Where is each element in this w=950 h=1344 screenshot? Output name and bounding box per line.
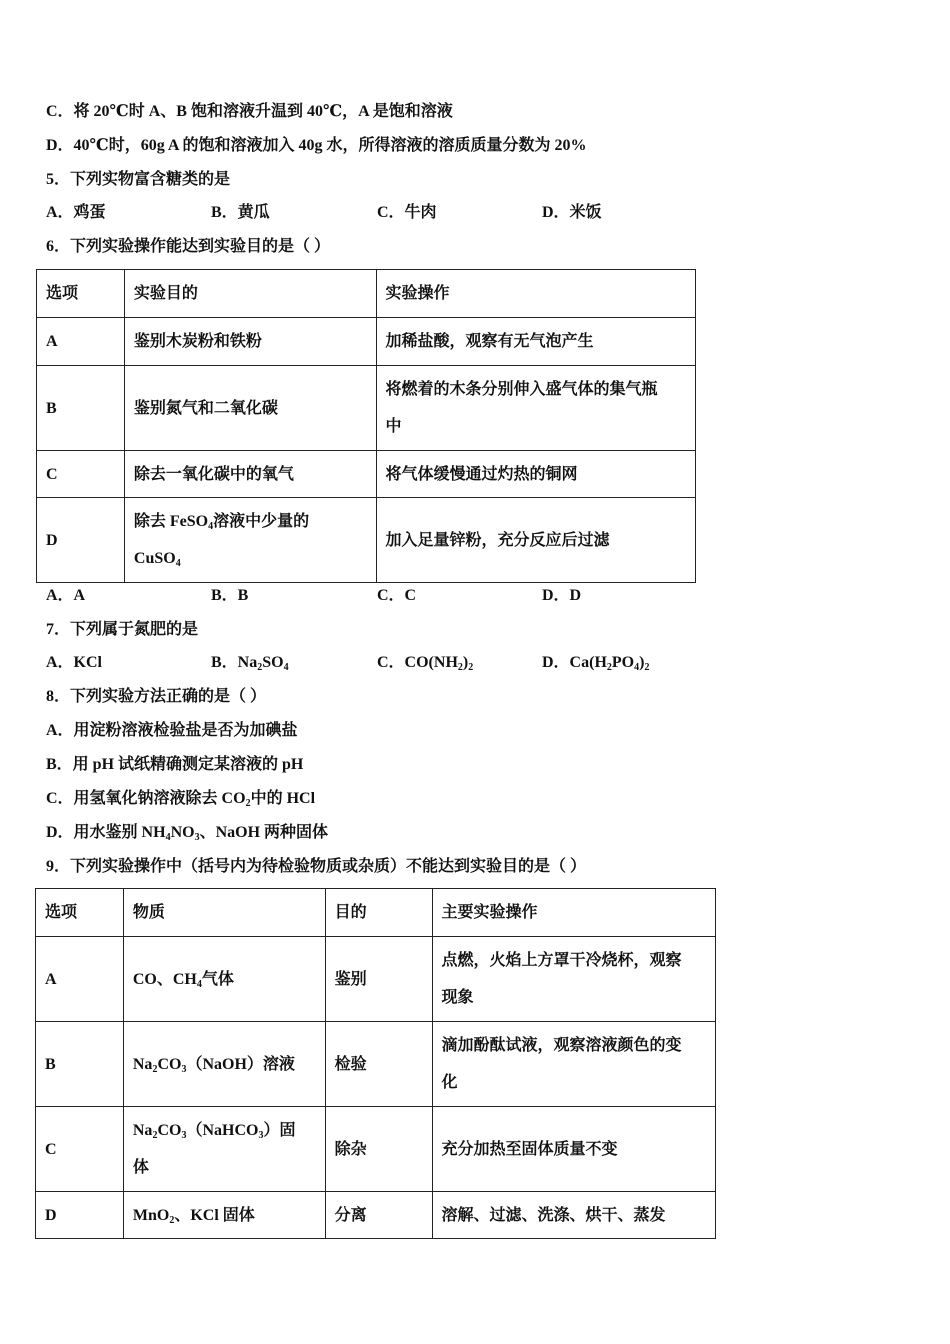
- text: 点燃，火焰上方罩干冷烧杯，观察: [441, 952, 682, 969]
- header-operation: 主要实验操作: [432, 889, 716, 937]
- operation-line2: 中: [385, 418, 402, 435]
- header-option: 选项: [37, 270, 125, 318]
- subscript: 2: [169, 1214, 175, 1226]
- table-row: [37, 498, 696, 583]
- subscript: 4: [175, 558, 181, 569]
- row-purpose: 除去一氧化碳中的氧气: [124, 451, 376, 498]
- row-option: D: [37, 498, 125, 583]
- subscript: 4: [208, 521, 214, 532]
- subscript: 4: [165, 832, 171, 843]
- row-option: B: [36, 1022, 124, 1107]
- row-substance: [123, 937, 325, 1022]
- row-option: C: [37, 451, 125, 498]
- row-substance: [123, 1022, 325, 1107]
- row-option: D: [36, 1192, 124, 1239]
- subscript: 4: [196, 978, 202, 990]
- row-operation: 溶解、过滤、洗涤、烘干、蒸发: [432, 1192, 716, 1239]
- text: ): [639, 654, 645, 671]
- subscript: 3: [181, 1130, 187, 1141]
- text: 溶液中少量的: [213, 513, 310, 530]
- row-operation: 将气体缓慢通过灼热的铜网: [376, 451, 695, 498]
- q7-option-b: [211, 653, 289, 673]
- row-substance: [123, 1107, 325, 1192]
- table-row: [37, 366, 696, 451]
- row-option: A: [36, 937, 124, 1022]
- text: B．Na: [211, 654, 258, 671]
- q5-option-c: C．牛肉: [377, 204, 437, 221]
- q7-option-a: A．KCl: [46, 654, 103, 671]
- table-header-row: [37, 270, 696, 318]
- q6-answer-c: C．C: [377, 587, 417, 604]
- row-goal: 分离: [325, 1192, 432, 1239]
- q5-option-a: A．鸡蛋: [46, 204, 106, 221]
- header-operation: 实验操作: [376, 270, 695, 318]
- text: 中的 HCl: [250, 790, 316, 807]
- row-option: C: [36, 1107, 124, 1192]
- row-operation: 加入足量锌粉，充分反应后过滤: [376, 498, 695, 583]
- text: CO: [157, 1055, 182, 1073]
- table-row: [36, 1107, 716, 1192]
- text: NO: [170, 824, 195, 841]
- row-purpose: [124, 498, 376, 583]
- row-option: B: [37, 366, 125, 451]
- text: C．用氢氧化钠溶液除去 CO: [46, 790, 246, 807]
- text: （NaOH）溶液: [186, 1055, 295, 1073]
- table-row: [36, 1192, 716, 1239]
- text: 现象: [441, 989, 474, 1006]
- header-option: 选项: [36, 889, 124, 937]
- q6-stem: 6．下列实验操作能达到实验目的是（ ）: [46, 238, 331, 255]
- q6-table: [36, 269, 696, 583]
- q9-stem: 9．下列实验操作中（括号内为待检验物质或杂质）不能达到实验目的是（ ）: [46, 858, 587, 875]
- text: SO: [262, 654, 284, 671]
- q8-option-c: [46, 789, 315, 809]
- text: （NaHCO: [186, 1122, 259, 1139]
- text: CO、CH: [132, 970, 197, 988]
- subscript: 2: [152, 1130, 158, 1141]
- row-purpose: 鉴别木炭粉和铁粉: [124, 318, 376, 366]
- row-substance: [123, 1192, 325, 1239]
- text: Na: [132, 1122, 153, 1139]
- text: 化: [441, 1074, 458, 1091]
- row-operation: [432, 937, 716, 1022]
- row-goal: 鉴别: [325, 937, 432, 1022]
- subscript: 2: [457, 662, 463, 673]
- text: CuSO: [133, 550, 176, 567]
- subscript: 3: [181, 1063, 187, 1075]
- subscript: 2: [257, 662, 263, 673]
- q8-option-a: A．用淀粉溶液检验盐是否为加碘盐: [46, 722, 298, 739]
- text: 、KCl 固体: [174, 1206, 255, 1224]
- row-operation: 加稀盐酸，观察有无气泡产生: [376, 318, 695, 366]
- header-goal: 目的: [325, 889, 432, 937]
- q5-option-b: B．黄瓜: [211, 204, 270, 221]
- text: ): [462, 654, 469, 671]
- row-operation: 充分加热至固体质量不变: [432, 1107, 716, 1192]
- subscript: 2: [245, 798, 251, 809]
- text: Na: [132, 1055, 153, 1073]
- q9-table: [35, 888, 716, 1239]
- text: 除去 FeSO: [133, 513, 209, 530]
- table-row: [37, 451, 696, 498]
- text: D．用水鉴别 NH: [46, 824, 166, 841]
- q8-stem: 8．下列实验方法正确的是（ ）: [46, 688, 267, 705]
- subscript: 3: [258, 1130, 264, 1141]
- q6-answer-a: A．A: [46, 587, 86, 604]
- text: PO: [611, 654, 635, 671]
- subscript: 2: [152, 1063, 158, 1075]
- subscript: 3: [194, 832, 200, 843]
- table-row: [36, 937, 716, 1022]
- q8-option-d: [46, 823, 328, 843]
- text: MnO: [132, 1206, 170, 1224]
- text: CO: [157, 1122, 182, 1139]
- subscript: 2: [606, 662, 612, 673]
- q4-option-d: D．40℃时，60g A 的饱和溶液加入 40g 水，所得溶液的溶质质量分数为 20%: [46, 137, 587, 154]
- text: D．Ca(H: [542, 654, 607, 671]
- text: C．CO(NH: [377, 654, 458, 671]
- subscript: 4: [283, 662, 289, 673]
- subscript: 2: [468, 662, 474, 673]
- table-row: [36, 1022, 716, 1107]
- q5-stem: 5．下列实物富含糖类的是: [46, 171, 231, 188]
- table-row: [37, 318, 696, 366]
- row-purpose: 鉴别氮气和二氧化碳: [124, 366, 376, 451]
- q7-option-d: [542, 653, 649, 673]
- q4-option-c: C．将 20℃时 A、B 饱和溶液升温到 40℃，A 是饱和溶液: [46, 103, 453, 120]
- operation-line1: 将燃着的木条分别伸入盛气体的集气瓶: [385, 381, 658, 398]
- q8-option-b: B．用 pH 试纸精确测定某溶液的 pH: [46, 756, 304, 773]
- row-goal: 检验: [325, 1022, 432, 1107]
- header-substance: 物质: [123, 889, 325, 937]
- text: 体: [132, 1159, 149, 1176]
- q5-option-d: D．米饭: [542, 204, 602, 221]
- q6-answer-b: B．B: [211, 587, 249, 604]
- text: 滴加酚酞试液，观察溶液颜色的变: [441, 1037, 682, 1054]
- row-operation: [432, 1022, 716, 1107]
- text: 气体: [201, 970, 234, 988]
- subscript: 2: [644, 662, 650, 673]
- row-operation: [376, 366, 695, 451]
- row-option: A: [37, 318, 125, 366]
- header-purpose: 实验目的: [124, 270, 376, 318]
- q7-option-c: [377, 653, 473, 673]
- q7-stem: 7．下列属于氮肥的是: [46, 621, 199, 638]
- q6-answer-d: D．D: [542, 587, 582, 604]
- table-header-row: [36, 889, 716, 937]
- text: 、NaOH 两种固体: [199, 824, 329, 841]
- row-goal: 除杂: [325, 1107, 432, 1192]
- subscript: 4: [634, 662, 640, 673]
- text: ）固: [263, 1122, 296, 1139]
